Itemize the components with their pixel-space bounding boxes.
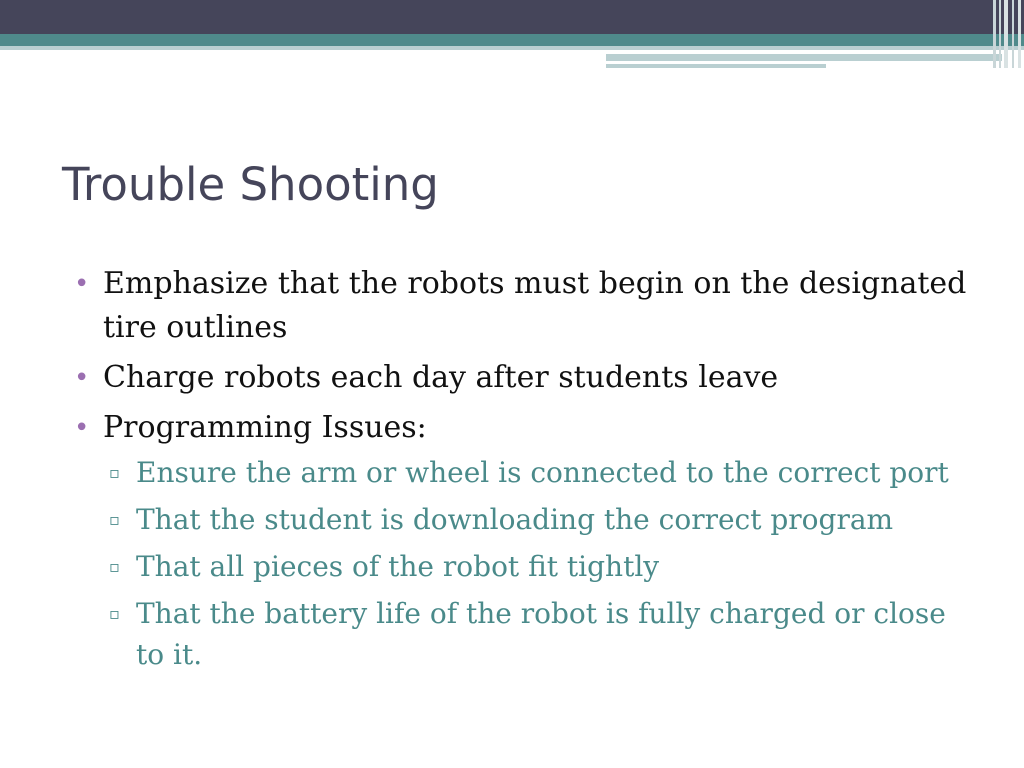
header-stripe	[1004, 0, 1008, 68]
sub-bullet-list	[103, 452, 970, 675]
sub-bullet-item	[103, 546, 970, 587]
header-accent-line	[606, 54, 1002, 61]
sub-bullet-text: Ensure the arm or wheel is connected to the correct port	[136, 456, 949, 489]
header-stripe	[999, 0, 1001, 68]
sub-bullet-item	[103, 593, 970, 675]
header-accent-gap	[826, 64, 1002, 68]
square-bullet-icon: ▫	[109, 557, 120, 576]
bullet-item	[70, 356, 970, 400]
square-bullet-icon: ▫	[109, 463, 120, 482]
header-band-teal	[0, 34, 1024, 46]
bullet-text: Emphasize that the robots must begin on the designated tire outlines	[103, 266, 967, 345]
sub-bullet-text: That all pieces of the robot fit tightly	[136, 550, 660, 583]
bullet-text: Programming Issues:	[103, 410, 427, 445]
header-band-dark	[0, 0, 1024, 34]
slide-body	[70, 262, 970, 681]
bullet-item	[70, 406, 970, 675]
sub-bullet-item	[103, 452, 970, 493]
bullet-text: Charge robots each day after students leave	[103, 360, 779, 395]
bullet-dot-icon: •	[74, 413, 90, 443]
bullet-dot-icon: •	[74, 363, 90, 393]
sub-bullet-text: That the student is downloading the correct program	[136, 503, 894, 536]
bullet-list	[70, 262, 970, 675]
bullet-item	[70, 262, 970, 350]
header-band-light	[0, 46, 1024, 50]
header-accent-line	[606, 64, 826, 68]
header-stripe	[1018, 0, 1021, 68]
header-stripe	[1012, 0, 1014, 68]
slide-title: Trouble Shooting	[62, 158, 439, 211]
square-bullet-icon: ▫	[109, 604, 120, 623]
bullet-dot-icon: •	[74, 269, 90, 299]
square-bullet-icon: ▫	[109, 510, 120, 529]
header-stripe	[993, 0, 996, 68]
sub-bullet-item	[103, 499, 970, 540]
sub-bullet-text: That the battery life of the robot is fully charged or close to it.	[136, 597, 946, 671]
